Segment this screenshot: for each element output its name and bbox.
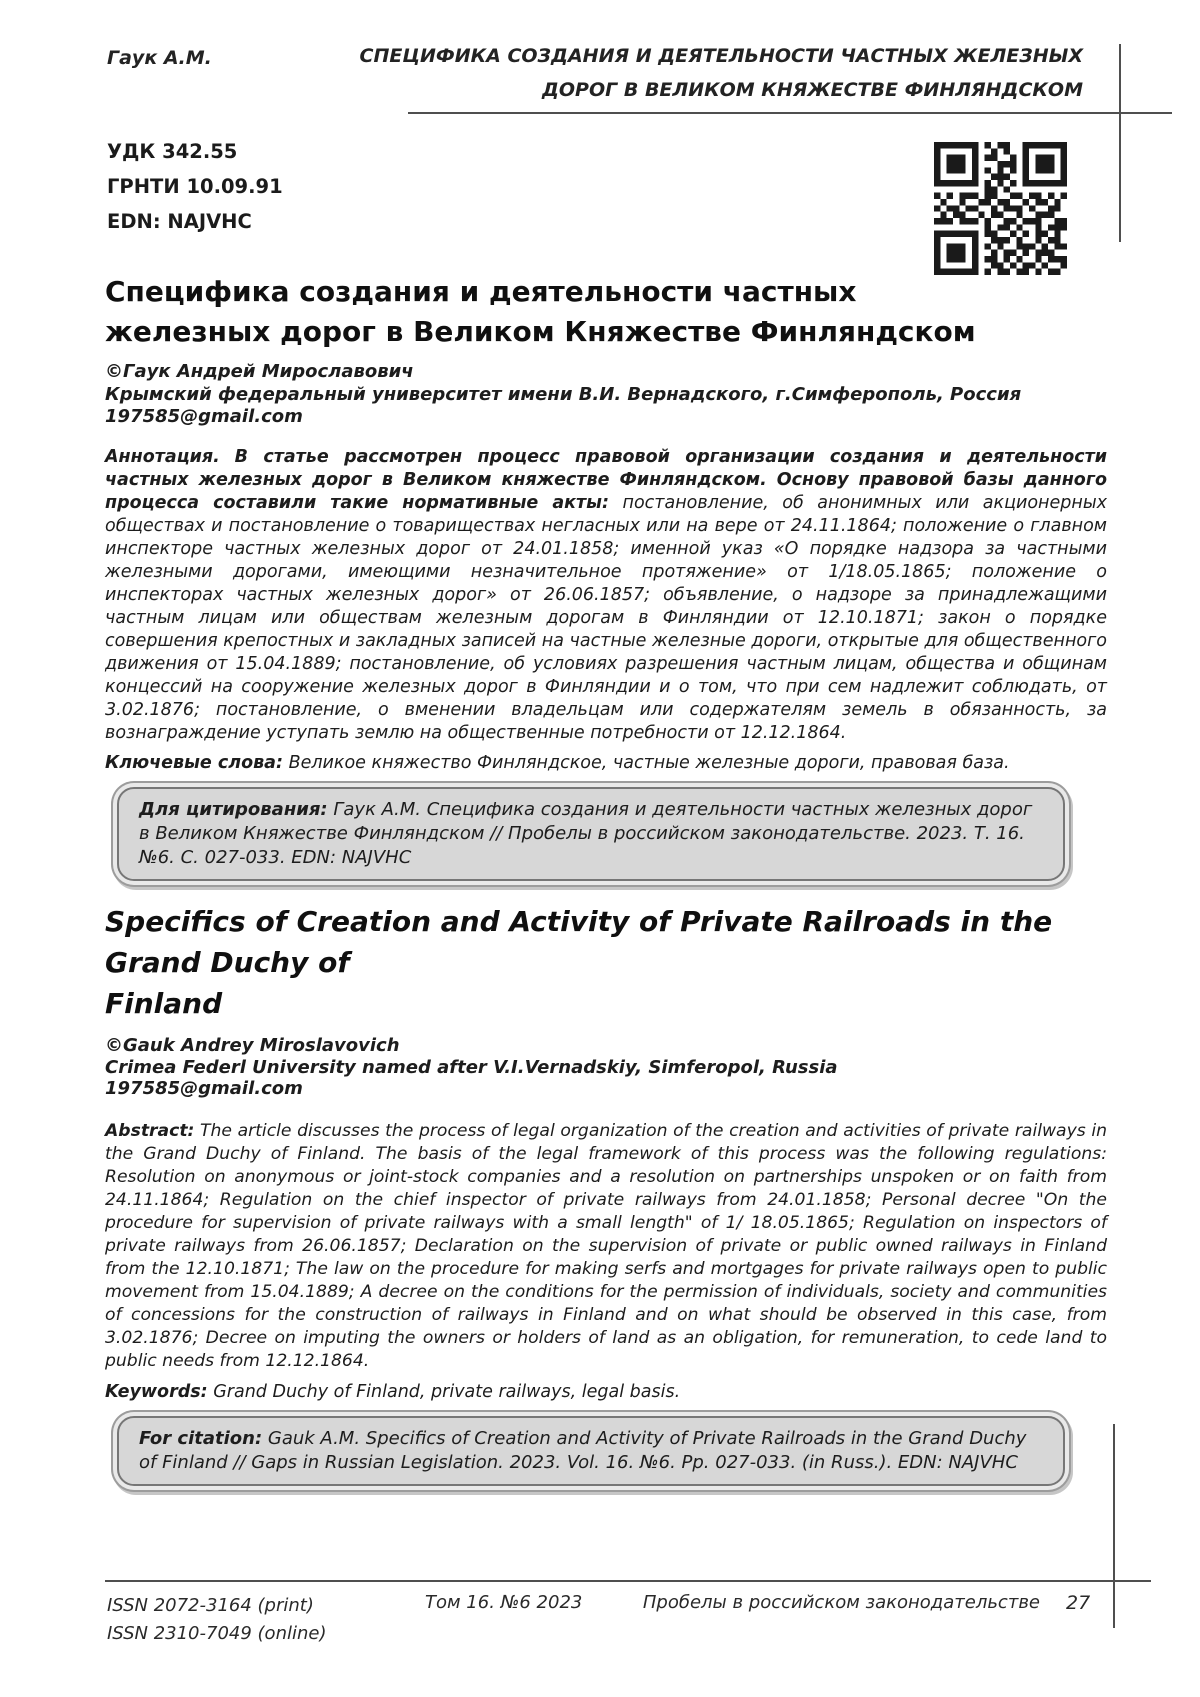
- citation-en-text: Gauk A.M. Specifics of Creation and Activity of Private Railroads in the Grand Duchy of Finland // Gaps in Russian Legislation. 2023. Vol. 16. №6. Pp. 027-033. (in Russ.). EDN: NAJVHC: [139, 1427, 1027, 1473]
- vertical-line-top-right: [1119, 44, 1121, 242]
- citation-ru-text: Гаук А.М. Специфика создания и деятельности частных железных дорог в Великом Княжестве Финляндском // Пробелы в российском законодательстве. 2023. Т. 16. №6. С. 027-033. EDN: NAJVHC: [139, 798, 1033, 868]
- title-en-line2: Finland: [105, 987, 223, 1020]
- running-head-title: [360, 39, 1083, 107]
- keywords-en-label: Keywords:: [105, 1381, 208, 1402]
- keywords-ru-label: Ключевые слова:: [105, 752, 283, 773]
- english-section: [105, 901, 1107, 1486]
- qr-code: [934, 142, 1067, 275]
- footer-rule: [105, 1580, 1151, 1582]
- citation-box-en: [117, 1416, 1065, 1486]
- keywords-ru: [105, 752, 1107, 775]
- abstract-en: [105, 1120, 1107, 1373]
- article-title-ru: [105, 272, 1107, 352]
- issn-block: [107, 1592, 327, 1648]
- running-title-line2: ДОРОГ В ВЕЛИКОМ КНЯЖЕСТВЕ ФИНЛЯНДСКОМ: [541, 79, 1083, 101]
- author-block-en: [105, 1035, 1107, 1100]
- russian-section: [105, 272, 1107, 881]
- abstract-ru-text: постановление, об анонимных или акционерных обществах и постановление о товариществах негласных или на вере от 24.11.1864; положение о главном инспекторе частных железных дорог от 24.01.1858; именной указ «О порядке надзора за частными железными дорогами, имеющими незначительное протяжение» от 1/18.05.1865; положение о инспекторах частных железных дорог» от 26.06.1857; объявление, о надзоре за принадлежащими частным лицам или обществам железным дорогам в Финляндии от 12.10.1871; закон о порядке совершения крепостных и закладных записей на частные железные дороги, открытые для общественного движения от 15.04.1889; постановление, об условиях разрешения частным лицам, общества и общинам концессий на сооружение железных дорог в Финляндии и о том, что при сем надлежит соблюдать, от 3.02.1876; постановление, о вменении владельцам или содержателям земель в обязанность, за вознаграждение уступать землю на общественные потребности от 12.12.1864.: [105, 492, 1107, 743]
- abstract-ru-label: Аннотация.: [105, 446, 220, 467]
- title-ru-line1: Специфика создания и деятельности частных: [105, 275, 857, 308]
- issn-online: ISSN 2310-7049 (online): [107, 1623, 327, 1644]
- article-title-en: [105, 901, 1107, 1024]
- volume-issue: Том 16. №6 2023: [425, 1592, 583, 1613]
- abstract-en-label: Abstract:: [105, 1120, 195, 1141]
- author-email-en: 197585@gmail.com: [105, 1078, 303, 1099]
- abstract-ru-lead: В статье рассмотрен процесс правовой организации создания и деятельности частных железных дорог в Великом княжестве Финляндском. Основу правовой базы данного процесса составили такие нормативные акты:: [105, 446, 1107, 513]
- abstract-ru: [105, 446, 1107, 745]
- issn-print: ISSN 2072-3164 (print): [107, 1595, 314, 1616]
- author-block-ru: [105, 361, 1107, 429]
- title-en-line1: Specifics of Creation and Activity of Private Railroads in the Grand Duchy of: [105, 905, 1053, 979]
- keywords-en: [105, 1381, 1107, 1404]
- edn-code: EDN: NAJVHC: [107, 210, 252, 233]
- citation-box-ru: [117, 787, 1065, 881]
- title-ru-line2: железных дорог в Великом Княжестве Финляндском: [105, 315, 976, 348]
- page-number: 27: [1066, 1592, 1091, 1614]
- citation-ru-label: Для цитирования:: [139, 798, 328, 820]
- header-rule: [408, 112, 1172, 114]
- running-title-line1: СПЕЦИФИКА СОЗДАНИЯ И ДЕЯТЕЛЬНОСТИ ЧАСТНЫХ ЖЕЛЕЗНЫХ: [359, 45, 1083, 67]
- abstract-en-text: The article discusses the process of legal organization of the creation and activities of private railways in the Grand Duchy of Finland. The basis of the legal framework of this process was the following regulations: Resolution on anonymous or joint-stock companies and a resolution on partnerships unspoken or on faith from 24.11.1864; Regulation on the chief inspector of private railways from 24.01.1858; Personal decree "On the procedure for supervision of private railways with a small length" of 1/ 18.05.1865; Regulation on inspectors of private railways from 26.06.1857; Declaration on the supervision of private or public owned railways in Finland from the 12.10.1871; The law on the procedure for making serfs and mortgages for private railways open to public movement from 15.04.1889; A decree on the conditions for the permission of individuals, society and communities of concessions for the construction of railways in Finland and on what should be observed in this case, from 3.02.1876; Decree on imputing the owners or holders of land as an obligation, for remuneration, to cede land to public needs from 12.12.1864.: [105, 1120, 1107, 1371]
- grnti-code: ГРНТИ 10.09.91: [107, 175, 283, 198]
- journal-name: Пробелы в российском законодательстве: [642, 1592, 1040, 1613]
- affiliation-en: Crimea Federl University named after V.I.Vernadskiy, Simferopol, Russia: [105, 1056, 838, 1078]
- author-name-en: ©Gauk Andrey Miroslavovich: [105, 1035, 400, 1056]
- udk-code: УДК 342.55: [107, 140, 238, 163]
- affiliation-ru: Крымский федеральный университет имени В.И. Вернадского, г.Симферополь, Россия: [105, 383, 1022, 405]
- article-codes: [107, 134, 283, 239]
- keywords-ru-text: Великое княжество Финляндское, частные железные дороги, правовая база.: [288, 752, 1010, 773]
- running-head-author: Гаук А.М.: [107, 47, 212, 69]
- citation-en-label: For citation:: [139, 1427, 263, 1449]
- author-email-ru: 197585@gmail.com: [105, 406, 303, 427]
- author-name-ru: ©Гаук Андрей Мирославович: [105, 361, 414, 382]
- vertical-line-bottom-right: [1113, 1424, 1115, 1628]
- keywords-en-text: Grand Duchy of Finland, private railways, legal basis.: [213, 1381, 681, 1402]
